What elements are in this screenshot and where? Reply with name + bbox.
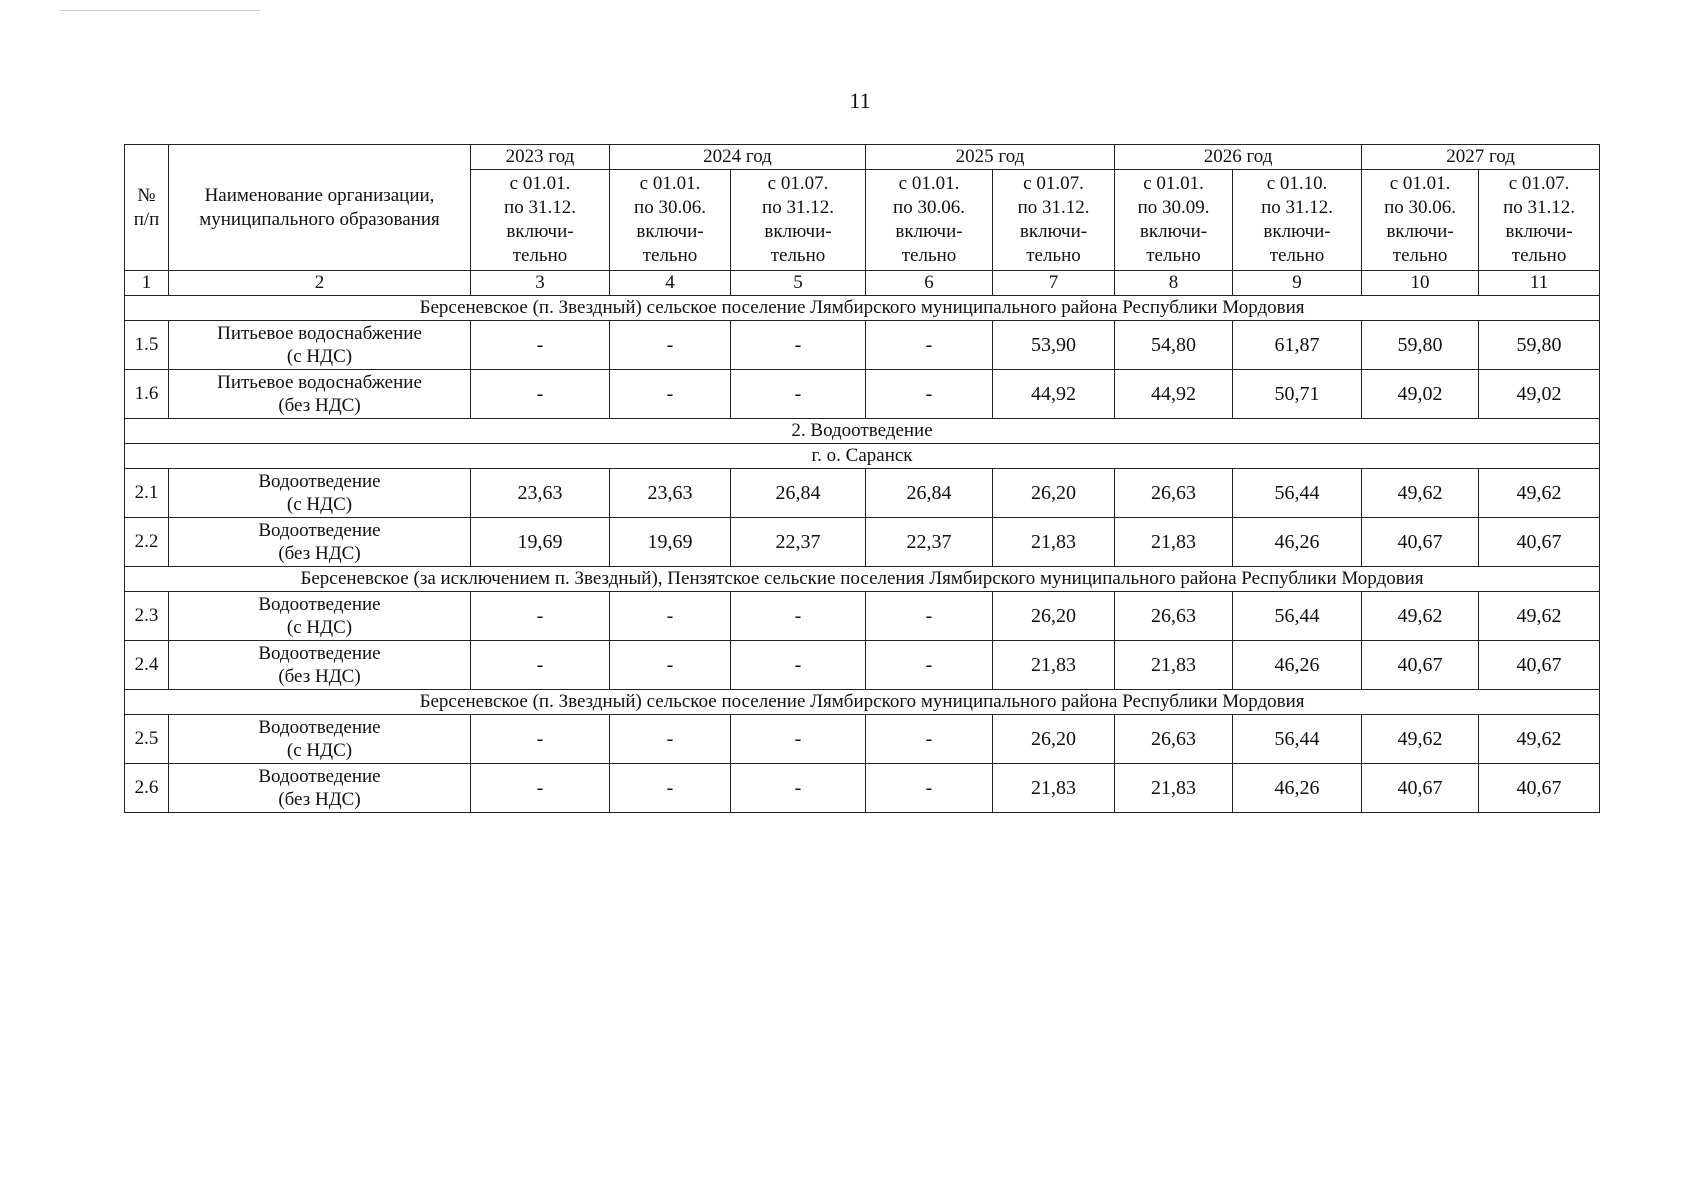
row-name-line: Водоотведение	[258, 643, 381, 664]
row-name-line: (без НДС)	[278, 395, 361, 416]
tariff-value: 26,20	[993, 715, 1115, 764]
tariff-value: -	[471, 641, 610, 690]
row-number: 2.5	[125, 715, 169, 764]
tariff-value: 40,67	[1362, 641, 1479, 690]
tariff-value: 50,71	[1233, 370, 1362, 419]
period-header	[866, 170, 993, 271]
tariff-value: 22,37	[866, 518, 993, 567]
table-row	[125, 641, 1600, 690]
name-column-header: Наименование организации, муниципального образования	[169, 145, 471, 271]
tariff-value: -	[866, 764, 993, 813]
period-header-line: включи-	[506, 221, 574, 242]
period-header-line: тельно	[1392, 245, 1448, 266]
tariff-value: -	[731, 321, 866, 370]
row-name	[169, 641, 471, 690]
tariff-value: 21,83	[993, 764, 1115, 813]
tariff-value: -	[731, 764, 866, 813]
year-header: 2027 год	[1362, 145, 1600, 170]
period-header	[1233, 170, 1362, 271]
period-header	[993, 170, 1115, 271]
tariff-value: -	[866, 592, 993, 641]
tariff-value: 49,62	[1479, 592, 1600, 641]
period-header-line: включи-	[1019, 221, 1088, 242]
period-header-line: с 01.01.	[1143, 173, 1204, 194]
column-number: 8	[1115, 271, 1233, 296]
year-header: 2026 год	[1115, 145, 1362, 170]
period-header-line: тельно	[1269, 245, 1325, 266]
row-name-line: Водоотведение	[258, 766, 381, 787]
row-name-line: (без НДС)	[278, 789, 361, 810]
tariff-value: 49,62	[1479, 715, 1600, 764]
row-number: 1.6	[125, 370, 169, 419]
table-row	[125, 764, 1600, 813]
tariff-value: 49,62	[1362, 715, 1479, 764]
tariff-value: 26,63	[1115, 715, 1233, 764]
tariff-value: -	[866, 370, 993, 419]
section-row	[125, 296, 1600, 321]
row-number: 1.5	[125, 321, 169, 370]
row-name-line: (с НДС)	[286, 740, 353, 761]
column-number: 7	[993, 271, 1115, 296]
period-header-line: по 30.06.	[893, 197, 965, 218]
period-header-line: тельно	[1026, 245, 1081, 266]
tariff-value: -	[610, 715, 731, 764]
tariff-value: 44,92	[993, 370, 1115, 419]
table-body	[125, 296, 1600, 813]
tariff-value: 21,83	[1115, 764, 1233, 813]
tariff-value: -	[610, 764, 731, 813]
period-header-line: по 31.12.	[1503, 197, 1576, 218]
period-header-line: тельно	[642, 245, 698, 266]
row-name-line: Питьевое водоснабжение	[217, 372, 422, 393]
tariff-value: 56,44	[1233, 715, 1362, 764]
period-header-line: по 31.12.	[1261, 197, 1333, 218]
year-header: 2023 год	[471, 145, 610, 170]
period-header-line: с 01.01.	[1389, 173, 1451, 194]
column-number: 5	[731, 271, 866, 296]
tariff-value: 26,84	[866, 469, 993, 518]
period-header-line: включи-	[1386, 221, 1454, 242]
column-number: 6	[866, 271, 993, 296]
row-name-line: (с НДС)	[286, 346, 353, 367]
tariff-value: 23,63	[471, 469, 610, 518]
tariff-value: 49,02	[1479, 370, 1600, 419]
tariff-value: 59,80	[1479, 321, 1600, 370]
row-name-line: (с НДС)	[286, 494, 353, 515]
period-header-line: с 01.07.	[1023, 173, 1084, 194]
section-row	[125, 567, 1600, 592]
period-header-line: тельно	[770, 245, 826, 266]
tariff-value: -	[610, 641, 731, 690]
column-number-row	[125, 271, 1600, 296]
tariff-value: -	[471, 764, 610, 813]
period-header-line: с 01.10.	[1266, 173, 1328, 194]
row-name	[169, 715, 471, 764]
tariff-table	[124, 144, 1600, 813]
tariff-value: 23,63	[610, 469, 731, 518]
row-name-line: (без НДС)	[278, 543, 361, 564]
tariff-value: 53,90	[993, 321, 1115, 370]
table-row	[125, 715, 1600, 764]
row-number: 2.3	[125, 592, 169, 641]
section-title: Берсеневское (п. Звездный) сельское поселение Лямбирского муниципального района Республики Мордовия	[125, 690, 1600, 715]
row-number: 2.2	[125, 518, 169, 567]
tariff-value: -	[610, 370, 731, 419]
period-header-line: по 30.06.	[634, 197, 706, 218]
section-row	[125, 444, 1600, 469]
period-header-line: по 31.12.	[762, 197, 834, 218]
column-number: 4	[610, 271, 731, 296]
row-number: 2.1	[125, 469, 169, 518]
tariff-value: 19,69	[610, 518, 731, 567]
period-header-line: с 01.07.	[1508, 173, 1570, 194]
period-header-line: с 01.07.	[767, 173, 829, 194]
tariff-value: 49,62	[1362, 469, 1479, 518]
tariff-value: 26,20	[993, 469, 1115, 518]
column-number: 9	[1233, 271, 1362, 296]
tariff-value: 46,26	[1233, 518, 1362, 567]
tariff-value: 26,84	[731, 469, 866, 518]
column-number: 1	[125, 271, 169, 296]
tariff-value: 40,67	[1479, 641, 1600, 690]
tariff-value: 49,62	[1479, 469, 1600, 518]
row-name	[169, 764, 471, 813]
period-header-line: включи-	[895, 221, 963, 242]
section-title: Берсеневское (п. Звездный) сельское поселение Лямбирского муниципального района Республики Мордовия	[125, 296, 1600, 321]
period-header-line: с 01.01.	[639, 173, 701, 194]
table-row	[125, 321, 1600, 370]
period-header	[1362, 170, 1479, 271]
row-name-line: Питьевое водоснабжение	[217, 323, 422, 344]
tariff-value: 40,67	[1479, 518, 1600, 567]
tariff-value: 56,44	[1233, 469, 1362, 518]
tariff-value: -	[866, 715, 993, 764]
row-name-line: Водоотведение	[258, 471, 381, 492]
table-row	[125, 518, 1600, 567]
row-name-line: Водоотведение	[258, 520, 381, 541]
row-number: 2.4	[125, 641, 169, 690]
tariff-value: -	[610, 321, 731, 370]
tariff-value: 21,83	[993, 641, 1115, 690]
row-name	[169, 518, 471, 567]
tariff-value: -	[731, 641, 866, 690]
tariff-value: -	[610, 592, 731, 641]
row-name-line: (с НДС)	[286, 617, 353, 638]
tariff-value: 26,63	[1115, 592, 1233, 641]
tariff-value: 19,69	[471, 518, 610, 567]
num-column-header: № п/п	[125, 145, 169, 271]
row-name-line: Водоотведение	[258, 594, 381, 615]
period-header-line: включи-	[1263, 221, 1331, 242]
section-row	[125, 419, 1600, 444]
tariff-value: -	[471, 370, 610, 419]
tariff-value: 22,37	[731, 518, 866, 567]
tariff-value: -	[731, 592, 866, 641]
row-name-line: Водоотведение	[258, 717, 381, 738]
tariff-value: 26,20	[993, 592, 1115, 641]
period-header-line: по 30.06.	[1384, 197, 1456, 218]
tariff-value: 59,80	[1362, 321, 1479, 370]
year-header-row	[125, 145, 1600, 170]
column-number: 3	[471, 271, 610, 296]
period-header-line: по 31.12.	[504, 197, 576, 218]
period-header-line: включи-	[764, 221, 832, 242]
table-row	[125, 592, 1600, 641]
period-header	[610, 170, 731, 271]
column-number: 2	[169, 271, 471, 296]
tariff-value: 49,02	[1362, 370, 1479, 419]
tariff-value: 49,62	[1362, 592, 1479, 641]
tariff-value: 40,67	[1362, 764, 1479, 813]
tariff-value: -	[471, 715, 610, 764]
section-title: г. о. Саранск	[125, 444, 1600, 469]
table-header	[125, 145, 1600, 296]
period-header-line: тельно	[1146, 245, 1201, 266]
tariff-value: 56,44	[1233, 592, 1362, 641]
tariff-value: -	[866, 641, 993, 690]
period-header	[1115, 170, 1233, 271]
tariff-value: 21,83	[1115, 641, 1233, 690]
tariff-value: 61,87	[1233, 321, 1362, 370]
row-number: 2.6	[125, 764, 169, 813]
tariff-value: 21,83	[1115, 518, 1233, 567]
tariff-value: 26,63	[1115, 469, 1233, 518]
period-header-line: с 01.01.	[509, 173, 571, 194]
tariff-value: 21,83	[993, 518, 1115, 567]
period-header-line: включи-	[1139, 221, 1208, 242]
row-name	[169, 592, 471, 641]
column-number: 10	[1362, 271, 1479, 296]
period-header	[471, 170, 610, 271]
table-row	[125, 370, 1600, 419]
tariff-value: 40,67	[1362, 518, 1479, 567]
row-name	[169, 370, 471, 419]
period-header-line: тельно	[512, 245, 568, 266]
tariff-value: -	[731, 715, 866, 764]
tariff-value: -	[471, 321, 610, 370]
period-header-line: по 31.12.	[1017, 197, 1090, 218]
period-header-line: включи-	[636, 221, 704, 242]
year-header: 2025 год	[866, 145, 1115, 170]
period-header-line: по 30.09.	[1137, 197, 1210, 218]
page-number: 11	[849, 88, 871, 113]
table-row	[125, 469, 1600, 518]
tariff-value: -	[471, 592, 610, 641]
period-header-line: тельно	[901, 245, 957, 266]
tariff-value: -	[866, 321, 993, 370]
year-header: 2024 год	[610, 145, 866, 170]
scan-artifact	[60, 10, 260, 11]
section-row	[125, 690, 1600, 715]
period-header	[1479, 170, 1600, 271]
tariff-value: 40,67	[1479, 764, 1600, 813]
column-number: 11	[1479, 271, 1600, 296]
row-name	[169, 469, 471, 518]
tariff-value: 54,80	[1115, 321, 1233, 370]
row-name-line: (без НДС)	[278, 666, 361, 687]
section-title: Берсеневское (за исключением п. Звездный), Пензятское сельские поселения Лямбирского муниципального района Республики Мордовия	[125, 567, 1600, 592]
tariff-value: 46,26	[1233, 764, 1362, 813]
row-name	[169, 321, 471, 370]
tariff-value: -	[731, 370, 866, 419]
period-header-line: с 01.01.	[898, 173, 960, 194]
period-header-line: тельно	[1511, 245, 1567, 266]
section-heading: 2. Водоотведение	[125, 419, 1600, 444]
tariff-value: 46,26	[1233, 641, 1362, 690]
tariff-value: 44,92	[1115, 370, 1233, 419]
period-header	[731, 170, 866, 271]
period-header-line: включи-	[1505, 221, 1573, 242]
